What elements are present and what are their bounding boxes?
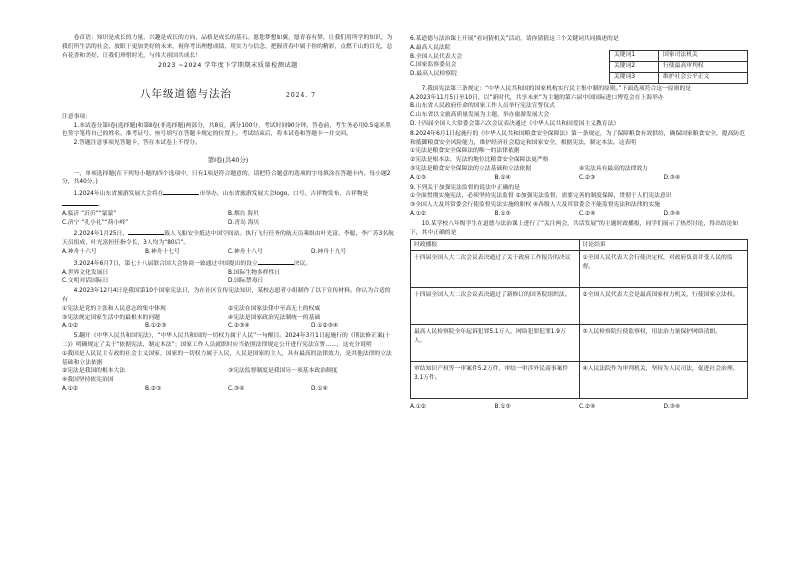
question-stem: 8.2024年6月1日起施行的《中华人民共和国粮食安全保障法》第一条规定，为了保障粮食有效供给，确保国家粮食安全，提高防范和抵御粮食安全风险能力，维护经济社会稳定和国家安全，根据宪法，制定本法。这表明 <box>410 130 745 146</box>
question-options <box>410 174 748 183</box>
question-stem: 9.下列关于加强宪法监督的说法中正确的是 <box>410 184 520 191</box>
option: D.①②③④ <box>311 323 339 330</box>
table-header: 时政播报 <box>411 240 580 251</box>
table-cell: 十四届全国人大二次会议表决通过了关于政府工作报告的决议 <box>411 251 580 288</box>
option: C.②③④ <box>228 323 250 330</box>
question-9 <box>410 184 748 219</box>
table-row <box>411 251 748 288</box>
question-items <box>62 305 394 323</box>
option: B.全国人民代表大会 <box>410 53 463 60</box>
option: D.国际禁毒日 <box>228 278 264 285</box>
option: D.十四届全国人大常委会第六次会议表决通过《中华人民共和国爱国主义教育法》 <box>410 120 620 127</box>
note-item: 1.本试卷分第Ⅰ卷(选择题)和第Ⅱ卷(非选择题)两部分，共8页，满分100分，考试时间90分钟。答卷前，考生务必用0.5毫米黑色签字笔将自己的姓名、准考证号、座号填写在答题卡规定的位置上。考试结束后，将本试卷和答题卡一并交回。 <box>62 122 391 138</box>
statement-item: ③宪法规定国家生活中的最根本的问题 <box>62 314 160 321</box>
question-1 <box>62 188 394 227</box>
option: C.③④ <box>228 386 245 393</box>
exam-title <box>62 87 394 103</box>
option: A.世界文化发展日 <box>62 269 109 276</box>
table-cell: 十四届全国人大二次会议表决通过了新修订的国务院组织法。 <box>411 288 580 325</box>
option: A.2023年11月5日至10日，以“新时代，共享未来”为主题的第六届中国国际进口博览会在上海举办 <box>410 94 664 101</box>
table-row <box>411 288 748 325</box>
intro-paragraph: 卷首语：知识是成长的力量，兴趣是成长的方向，品格是成长的基石。愿您梦想如翼，愿青春有梦，让我们用所学的知识，为我们所生活的社会，放眼于更加美好的未来，祝你考出理想成绩，用实力与信念，把握青春中属于你的精彩，点燃千山的目光，总有花香和美好，让我们珍惜时光，与伟大祖国共成长！ <box>62 35 393 59</box>
option: B.山东省人民政府任命的国家工作人员举行宪法宣誓仪式 <box>410 103 555 110</box>
statement-item: ②宪法是我国的根本大法 <box>62 368 126 375</box>
question-options <box>62 248 394 257</box>
question-stem: 5.翻开《中华人民共和国宪法》，“中华人民共和国的一切权力属于人民”一句醒目。2024年3月1日起施行的《刑法修正案(十二)》明确规定了关于“依据宪法，制定本法”；国家工作人员就职时应当依照法律规定公开进行宪法宣誓……，这充分说明 <box>62 333 391 349</box>
option: A.①② <box>62 323 79 330</box>
question-stem: 1.2024年山东省旅游发展大会将在 市举办，山东省旅游发展大会logo、口号、吉祥物发布，吉祥物是。 <box>62 188 394 210</box>
statement-item: ④宪法具有最高的法律效力 <box>579 165 648 172</box>
question-10 <box>410 220 748 412</box>
news-table <box>410 239 748 399</box>
table-row: 关键词1 国家司法机关 <box>610 50 748 61</box>
option: D.最高人民检察院 <box>410 71 457 78</box>
statement-item: ③宪法监督制度是我国另一项基本政治制度 <box>228 368 338 375</box>
option: C.神舟十八号 <box>228 249 263 256</box>
question-2 <box>62 228 394 256</box>
statement-item: ①我国是人民民主专政的社会主义国家，国家的一切权力属于人民，人民是国家的主人，具有最高的法律效力，是其他法律的立法基础和立法依据 <box>62 350 392 366</box>
table-row <box>411 325 748 362</box>
question-stem: 4.2023年12月4日是我国第10个国家宪法日，为在社区宣传宪法知识，某校志愿者小组制作了以下宣传材料。你认为合适的有 <box>62 288 391 304</box>
option: B.①③ <box>494 404 511 411</box>
question-4 <box>62 287 394 331</box>
section-instruction: 一、单项选择题(在下列每小题的四个选项中，只有1项是符合题意的。请把符合题意的选项的字母填涂在答题卡内。每小题2分，共40分。) <box>62 170 391 186</box>
question-options <box>410 44 600 84</box>
table-cell: 最高人民检察院全年起诉犯罪5.1万人，网络犯罪犯罪1.9万人。 <box>411 325 580 362</box>
question-options <box>410 210 748 219</box>
option: A.最高人民法院 <box>410 44 451 51</box>
option: D.青岛 海贝 <box>228 219 260 226</box>
table-cell: ③人民检察院行使监察权，用法治力量保护网络清朗。 <box>579 325 748 362</box>
table-row <box>411 362 748 399</box>
question-stem: 6.某道德与法治课上开展“看词猜机关”活动，请你猜猜这三个关键词共同描述的是 <box>410 36 619 42</box>
table-header-row <box>411 240 748 251</box>
option: D.神舟十九号 <box>311 249 347 256</box>
table-cell: 审结知识产权等一审案件5.2万件，审结一审涉外民商事案件3.1万件。 <box>411 362 580 399</box>
option: A.①③ <box>410 174 427 181</box>
exam-subject: 八年级道德与法治 <box>140 87 233 100</box>
question-stem: 3.2024年6月7日，第七十八届联合国大会协商一致通过中国提出的设立 决议。 <box>62 258 394 269</box>
question-items <box>62 367 394 385</box>
notes-title: 注意事项： <box>62 113 91 120</box>
statement-item: ②宪法是根本法，宪法的地位比粮食安全保障法更严格 <box>410 157 549 164</box>
option: B.①②③ <box>145 323 167 330</box>
question-7 <box>410 85 748 129</box>
table-cell: ④人民法院作为审判机关，坚持为人民司法，促进社会治理。 <box>579 362 748 399</box>
option: A.①② <box>410 210 427 217</box>
option: B.①③ <box>494 210 511 217</box>
option: B.神舟十七号 <box>145 249 180 256</box>
statement-item: ①宪法是党的主张和人民意志的集中体现 <box>62 305 166 312</box>
option: B.①④ <box>494 174 511 181</box>
question-6 <box>410 35 748 84</box>
option: B.②③ <box>145 386 162 393</box>
option: C.济宁 “孔小礼”“荷小峄” <box>62 219 129 226</box>
option: C.文明对话国际日 <box>62 278 109 285</box>
option: C.②③ <box>579 174 596 181</box>
statement-item: ④我国坚持依宪治国 <box>62 377 114 384</box>
table-cell: ②全国人民代表大会是最高国家权力机关，行使国家立法权。 <box>579 288 748 325</box>
table-header: 讨论结果 <box>579 240 748 251</box>
statement-item: ②宪法在国家法律中至高无上的权威 <box>228 305 321 312</box>
option: B.国际生物多样性日 <box>228 269 281 276</box>
exam-year-line: 2023 ~2024 学年度下学期期末质量检测试题 <box>158 62 298 70</box>
statement-item: ④宪法是国家政治宪法制统一的基础 <box>228 314 321 321</box>
exam-date: 2024. 7 <box>286 91 316 99</box>
option: C.②④ <box>579 404 596 411</box>
question-3 <box>62 258 394 286</box>
note-item: 2.答题注意事项见答题卡，答在本试卷上不得分。 <box>73 140 201 147</box>
option: D.③④ <box>663 210 681 217</box>
option: B.烟台 海贝 <box>228 210 259 217</box>
table-row: 关键词2 行使最高审判权 <box>610 61 748 72</box>
option: C.②④ <box>579 210 596 217</box>
option: D.①④ <box>311 386 328 393</box>
option: C.山东省以文旅高质量发展为主题，举办旅游发展大会 <box>410 112 550 119</box>
option: D.③④ <box>663 174 681 181</box>
question-stem: 7.我国宪法第三条规定：“中华人民共和国的国家机构实行民主集中制的原则。”下面选项符合这一原则的是 <box>421 85 692 92</box>
question-stem: 2.2024年1月25日， 载人飞船安全抵达中国空间站。执行飞行任务的航天员乘组由叶光富、李聪、李广苏3名航天员组成，叶光富担任指令长，3人均为“80后”。 <box>62 228 394 248</box>
keyword-table <box>609 50 748 84</box>
question-options <box>62 269 394 287</box>
question-8 <box>410 130 748 183</box>
right-column <box>410 34 748 412</box>
question-options <box>62 322 394 331</box>
option: A.神舟十六号 <box>62 249 97 256</box>
question-options <box>62 210 394 228</box>
statement-item: ①宪法是粮食安全保障法的唯一的法律依据 <box>410 148 520 155</box>
option: A.①② <box>410 404 427 411</box>
option: D.③④ <box>663 404 681 411</box>
question-stem: 10.某学校八年级学生在道德与法治课上进行了“关注两会，共话发展”的主题时政播报，同学们展示了热烈讨论，得出结论如下，其中正确的是 <box>410 220 739 236</box>
question-5 <box>62 332 394 394</box>
section-heading: 第Ⅰ卷(共40分) <box>207 155 249 164</box>
option: C.国家监察委员会 <box>410 62 457 69</box>
statement-item: ③宪法是粮食安全保障法的立法基础和立法依据 <box>410 165 532 172</box>
option: A.①② <box>62 386 79 393</box>
statement-item: ①全面贯彻实施宪法，必须坚持宪法监督 ②加强宪法监督，需要完善的制度保障，贯彻于人们宪法意识 <box>410 193 672 200</box>
statement-item: ③全国人大及其常委会行使监督宪法实施的职权 ④各级人大及其常委会不能监督宪法和法律的实施 <box>410 202 660 209</box>
table-cell: ①全国人民代表大会行使决定权，对政府负责并受人民的监督。 <box>579 251 748 288</box>
left-column <box>62 34 394 394</box>
question-options <box>62 385 394 394</box>
table-row: 关键词3 维护社会公平正义 <box>610 72 748 83</box>
question-options <box>410 403 748 412</box>
option: A.临沂 “沂沂”“蒙蒙” <box>62 210 117 217</box>
